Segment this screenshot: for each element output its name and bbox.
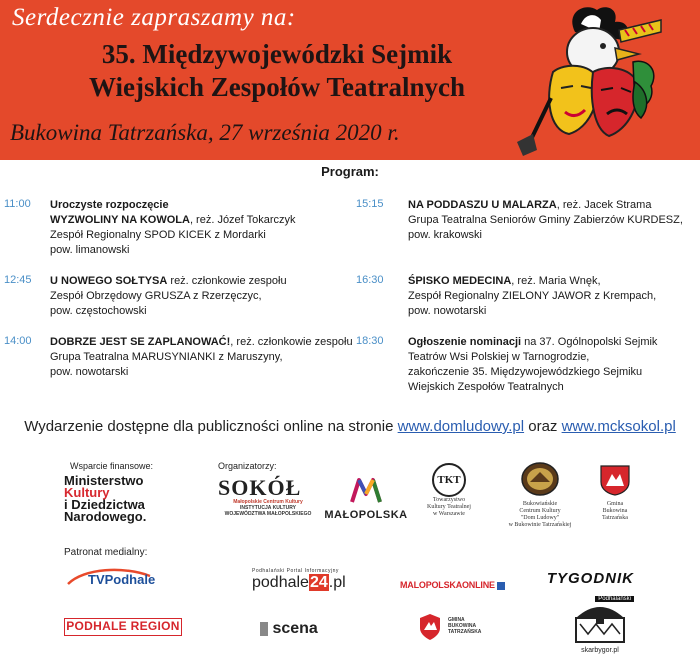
tkt-line: Kultury Teatralnej <box>427 504 471 510</box>
program-text: pow. częstochowski <box>50 305 147 317</box>
online-conj: oraz <box>524 418 562 435</box>
portal-caption: Podhalański Portal Informacyjny <box>252 568 339 574</box>
podhale24-number: 24 <box>309 574 328 591</box>
centrum-line: w Bukowinie Tatrzańskiej <box>508 522 572 528</box>
program-text: Zespół Regionalny SPOD KICEK z Mordarki <box>50 229 266 241</box>
program-heading: Program: <box>321 164 379 179</box>
program-text: Zespół Obrzędowy GRUSZA z Rzerzęczyc, <box>50 290 262 302</box>
tkt-logo <box>420 463 478 518</box>
title-line-1: 35. Międzywojewódzki Sejmik <box>101 39 453 69</box>
tvpodhale-logo <box>64 566 154 595</box>
ministry-line: Narodowego. <box>64 509 147 524</box>
coat-of-arms-icon <box>590 464 640 496</box>
podhale24-word: podhale <box>252 574 309 591</box>
domludowy-link[interactable]: www.domludowy.pl <box>397 418 525 435</box>
ministry-line: i Dziedzictwa <box>64 497 145 512</box>
scena-logo <box>260 620 340 638</box>
gmina-media-line: BUKOWINA <box>448 623 477 629</box>
title-line-2: Wiejskich Zespołów Teatralnych <box>88 72 466 102</box>
scena-bar-icon <box>260 622 268 636</box>
program-title: NA PODDASZU U MALARZA <box>408 199 557 211</box>
malopolska-online-name: MALOPOLSKAONLINE <box>400 580 495 590</box>
malopolska-online-logo <box>400 580 510 590</box>
podhale-region-logo <box>64 618 182 636</box>
podhale-region-name: PODHALE REGION <box>66 619 180 633</box>
podhale24-logo <box>252 568 362 592</box>
centrum-line: "Dom Ludowy" <box>520 515 560 521</box>
program-time: 14:00 <box>4 335 32 347</box>
program-text: , reż. Jacek Strama <box>556 199 652 211</box>
centrum-line: Bukowiańskie <box>522 501 558 507</box>
tkt-line: Towarzystwo <box>432 497 466 503</box>
gmina-bukowina-logo <box>590 464 640 522</box>
program-text: pow. nowotarski <box>408 305 487 317</box>
program-text: pow. limanowski <box>50 244 130 256</box>
scena-name: scena <box>272 620 318 637</box>
dom-ludowy-emblem-icon <box>500 462 580 496</box>
program-title: Uroczyste rozpoczęcie <box>50 199 169 211</box>
program-text: Teatrów Wsi Polskiej w Tarnogrodzie, <box>408 351 590 363</box>
tkt-emblem: TKT <box>432 463 466 497</box>
program-title: Ogłoszenie nominacji <box>408 336 522 348</box>
program-text: Grupa Teatralna MARUSYNIANKI z Maruszyny, <box>50 351 283 363</box>
header-banner <box>0 0 700 160</box>
media-label: Patronat medialny: <box>64 547 148 558</box>
program-text: , reż. członkowie zespołu <box>230 336 353 348</box>
sokol-logo <box>218 477 318 517</box>
centrum-line: Centrum Kultury <box>519 508 561 514</box>
gmina-line: Tatrzańska <box>602 515 628 521</box>
ministry-line: Kultury <box>64 485 110 500</box>
online-notice <box>0 418 700 435</box>
program-text: , reż. Józef Tokarczyk <box>189 214 296 226</box>
ministry-logo <box>64 475 174 523</box>
program-time: 15:15 <box>356 198 384 210</box>
program-time: 18:30 <box>356 335 384 347</box>
ministry-line: Ministerstwo <box>64 473 144 488</box>
program-time: 16:30 <box>356 274 384 286</box>
place-date: Bukowina Tatrzańska, 27 września 2020 r. <box>10 120 400 145</box>
sokol-name: SOKÓŁ <box>218 475 302 500</box>
program-text: pow. krakowski <box>408 229 482 241</box>
program-text: , reż. Maria Wnęk, <box>511 275 601 287</box>
invite-text: Serdecznie zapraszamy na: <box>12 4 296 31</box>
malopolska-online-square-icon <box>497 582 505 590</box>
dom-ludowy-logo <box>500 462 580 529</box>
gmina-flag-icon <box>418 614 442 640</box>
malopolska-name: MAŁOPOLSKA <box>324 509 408 521</box>
organizers-label: Organizatorzy: <box>218 461 277 471</box>
program-title: DOBRZE JEST SE ZAPLANOWAĆ! <box>50 336 231 348</box>
skarbygor-name: skarbygor.pl <box>581 647 619 654</box>
theatre-mask-illustration-icon <box>515 2 665 158</box>
malopolska-m-icon <box>349 476 383 504</box>
program-text: Wiejskich Zespołów Teatralnych <box>408 381 564 393</box>
program-text: pow. nowotarski <box>50 366 129 378</box>
tkt-line: w Warszawie <box>433 511 465 517</box>
sokol-sub: INSTYTUCJA KULTURY <box>240 505 296 511</box>
program-text: zakończenie 35. Międzywojewódzkiego Sejmiku <box>408 366 643 378</box>
sokol-sub: WOJEWÓDZTWA MAŁOPOLSKIEGO <box>224 511 312 517</box>
tvpodhale-name: TVPodhale <box>88 572 156 587</box>
event-title <box>52 38 502 104</box>
gmina-line: Bukowina <box>602 508 628 514</box>
program-title: U NOWEGO SOŁTYSA <box>50 275 168 287</box>
funding-label: Wsparcie finansowe: <box>70 461 154 471</box>
skarbygor-logo <box>570 600 630 654</box>
gmina-media-line: TATRZAŃSKA <box>448 629 482 635</box>
program-text: na 37. Ogólnopolski Sejmik <box>521 336 658 348</box>
program-text: Grupa Teatralna Seniorów Gminy Zabierzów KURDESZ, <box>408 214 683 226</box>
mcksokol-link[interactable]: www.mcksokol.pl <box>561 418 676 435</box>
program-time: 12:45 <box>4 274 32 286</box>
online-text: Wydarzenie dostępne dla publiczności online na stronie <box>24 418 398 435</box>
tygodnik-sub: Podhalański <box>595 596 634 602</box>
program-time: 11:00 <box>4 198 31 210</box>
malopolska-logo <box>318 476 414 521</box>
tygodnik-name: TYGODNIK <box>546 570 634 587</box>
sokol-sub: Małopolskie Centrum Kultury <box>233 499 303 505</box>
program-title: WYZWOLINY NA KOWOLA <box>50 214 190 226</box>
gmina-media-line: GMINA <box>448 617 465 623</box>
program-text: Zespół Regionalny ZIELONY JAWOR z Krempach, <box>408 290 657 302</box>
podhale24-domain: .pl <box>328 574 346 591</box>
program-title: ŚPISKO MEDECINA <box>408 275 512 287</box>
program-text: reż. członkowie zespołu <box>167 275 287 287</box>
chest-icon <box>572 600 628 644</box>
gmina-line: Gmina <box>606 501 624 507</box>
